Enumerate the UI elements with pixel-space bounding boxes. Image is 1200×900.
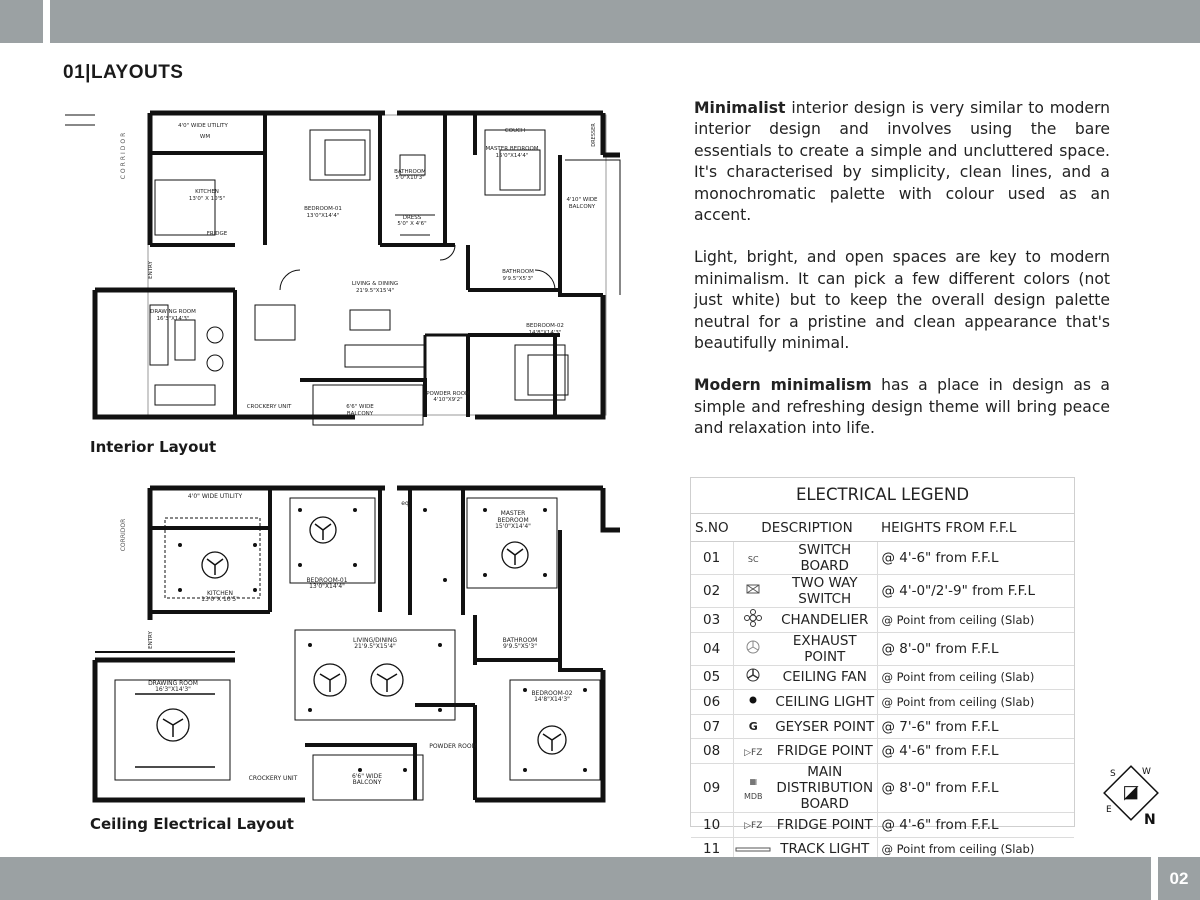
fridge-icon: ▷FZ [733,739,773,764]
legend-height: @ 4'-6" from F.F.L [877,542,1074,575]
plan-label-balcony1: 4'10" WIDE [566,197,598,203]
description-p1-bold: Minimalist [694,99,786,117]
legend-table [691,513,1074,862]
ceiling-layout-caption: Ceiling Electrical Layout [90,815,294,833]
ceiling-label-eq: eq [401,500,409,507]
ceiling-label-entry: ENTRY [148,631,154,649]
legend-row [691,542,1074,575]
description-paragraph-3 [694,375,1110,439]
legend-description: TRACK LIGHT [773,837,877,862]
description-p3-bold: Modern minimalism [694,376,872,395]
compass-e: E [1106,805,1112,815]
legend-description: FRIDGE POINT [773,739,877,764]
ceiling-label-balconyb: BALCONY [352,779,382,786]
ceiling-electrical-plan [55,470,635,820]
plan-label-wm: WM [199,134,211,140]
plan-label-living-dim: 21'9.5"X15'4" [355,288,395,294]
interior-layout-caption: Interior Layout [90,438,217,456]
plan-label-living: LIVING & DINING [351,281,399,287]
description-paragraph-1 [694,98,1110,226]
plan-label-bedroom1: BEDROOM-01 [304,206,342,212]
two-way-switch-icon [733,575,773,608]
ceiling-light-icon [733,690,773,715]
legend-description: MAIN DISTRIBUTION BOARD [773,763,877,812]
legend-row [691,575,1074,608]
ceiling-label-bedroom1-dim: 13'0"X14'4" [309,583,345,590]
legend-row [691,690,1074,715]
legend-description: CHANDELIER [773,608,877,633]
description-paragraph-2: Light, bright, and open spaces are key to modern minimalism. It can pick a few different colors (not just white) but to keep the overall design palette neutral for a pristine and clean appearance that's beautifully minimal. [694,248,1110,353]
section-title: 01|LAYOUTS [63,62,184,83]
compass-n: N [1144,812,1156,826]
legend-row [691,665,1074,690]
compass-icon [1098,760,1164,826]
legend-sno: 09 [691,763,733,812]
header-bar-left [0,0,43,43]
plan-label-bathroom1-dim: 5'0"X10'3" [395,175,425,181]
plan-label-dress-dim: 5'0" X 4'6" [397,221,427,227]
plan-label-kitchen: KITCHEN [195,189,219,195]
plan-label-bathroom1: BATHROOM [394,169,426,175]
footer-bar [0,857,1151,900]
description-p3-rest: has a place in design as a simple and refreshing design theme will bring peace and relaxation into life. [694,376,1110,438]
legend-height: @ Point from ceiling (Slab) [877,837,1074,862]
legend-height: @ Point from ceiling (Slab) [877,665,1074,690]
legend-sno: 01 [691,542,733,575]
description-p1-rest: interior design is very similar to modern interior design and involves using the bare essentials to create a simple and uncluttered space. It's characterised by simplicity, clean lines, and a monochromatic palette with colour used as an accent. [694,99,1110,225]
ceiling-label-bathroom-dim: 9'9.5"X5'3" [503,643,537,650]
plan-label-corridor: CORRIDOR [120,130,127,180]
ceiling-label-bathroom: BATHROOM [502,637,538,644]
ceiling-label-bedroom1: BEDROOM-01 [306,577,348,584]
header-bar [50,0,1200,43]
plan-label-master: MASTER BEDROOM [485,146,539,152]
legend-sno: 03 [691,608,733,633]
ceiling-label-bedroom2: BEDROOM-02 [531,690,573,697]
plan-label-couch: COUCH [504,128,526,134]
plan-label-bedroom2: BEDROOM-02 [526,323,564,329]
legend-height: @ Point from ceiling (Slab) [877,608,1074,633]
plan-label-bathroom2-dim: 9'9.5"X5'3" [502,276,534,282]
ceiling-label-crockery: CROCKERY UNIT [248,775,298,782]
ceiling-label-kitchen: KITCHEN [207,590,233,597]
legend-description: GEYSER POINT [773,714,877,739]
exhaust-icon [733,632,773,665]
plan-label-dress: DRESS [402,215,422,221]
ceiling-label-drawing-dim: 16'3"X14'3" [155,686,191,693]
chandelier-icon [733,608,773,633]
description-text [694,98,1110,461]
legend-height: @ 8'-0" from F.F.L [877,763,1074,812]
plan-label-powder: POWDER ROOM [426,391,470,397]
ceiling-label-powder: POWDER ROOM [429,743,477,750]
ceiling-label-living-dim: 21'9.5"X15'4" [354,643,396,650]
plan-label-kitchen-dim: 13'0" X 10'5" [188,196,226,202]
legend-sno: 06 [691,690,733,715]
ceiling-label-corridor: CORRIDOR [120,518,127,552]
ceiling-label-master2: BEDROOM [497,517,529,524]
legend-sno: 10 [691,812,733,837]
legend-row [691,739,1074,764]
ceiling-label-living: LIVING/DINING [353,637,397,644]
geyser-icon: G [733,714,773,739]
interior-layout-plan [55,95,635,445]
ceiling-label-bedroom2-dim: 14'8"X14'3" [534,696,570,703]
legend-header-row [691,514,1074,542]
legend-sno: 02 [691,575,733,608]
legend-row [691,763,1074,812]
compass-w: W [1142,767,1151,777]
legend-sno: 07 [691,714,733,739]
ceiling-label-master-dim: 15'0"X14'4" [495,523,531,530]
legend-row [691,632,1074,665]
legend-height: @ 8'-0" from F.F.L [877,632,1074,665]
legend-sno: 11 [691,837,733,862]
legend-height: @ Point from ceiling (Slab) [877,690,1074,715]
legend-description: CEILING FAN [773,665,877,690]
ceiling-label-drawing: DRAWING ROOM [148,680,198,687]
plan-label-balcony1b: BALCONY [568,204,596,210]
legend-height: @ 4'-0"/2'-9" from F.F.L [877,575,1074,608]
plan-label-bathroom2: BATHROOM [502,269,534,275]
legend-header-heights: HEIGHTS FROM F.F.L [877,514,1074,542]
plan-label-bedroom1-dim: 13'0"X14'4" [306,213,340,219]
plan-label-balcony2: 6'6" WIDE [346,404,374,410]
switch-board-icon: SC [733,542,773,575]
plan-label-dresser: DRESSER [591,123,597,147]
plan-label-entry: ENTRY [148,261,154,279]
ceiling-label-utility: 4'0" WIDE UTILITY [187,493,243,500]
legend-sno: 05 [691,665,733,690]
legend-header-sno: S.NO [691,514,733,542]
plan-label-utility: 4'0" WIDE UTILITY [178,123,228,129]
ceiling-label-kitchen-dim: 13'0"X 10'5" [201,596,239,603]
legend-row [691,812,1074,837]
plan-label-master-dim: 15'0"X14'4" [495,153,529,159]
legend-row [691,714,1074,739]
legend-height: @ 7'-6" from F.F.L [877,714,1074,739]
plan-label-drawing-dim: 16'3"X14'3" [156,316,190,322]
fridge-icon: ▷FZ [733,812,773,837]
legend-title: ELECTRICAL LEGEND [795,485,970,504]
plan-label-balcony2b: BALCONY [346,411,374,417]
electrical-legend [690,477,1075,858]
legend-description: FRIDGE POINT [773,812,877,837]
ceiling-fan-icon [733,665,773,690]
ceiling-label-balcony: 6'6" WIDE [351,773,383,780]
page-number: 02 [1158,857,1200,900]
legend-description: CEILING LIGHT [773,690,877,715]
mdb-icon: ▦ MDB [733,763,773,812]
plan-label-drawing: DRAWING ROOM [150,309,196,315]
ceiling-label-master: MASTER [500,510,526,517]
legend-header-description: DESCRIPTION [733,514,877,542]
legend-description: EXHAUST POINT [773,632,877,665]
legend-description: TWO WAY SWITCH [773,575,877,608]
plan-label-powder-dim: 4'10"X9'2" [433,397,463,403]
legend-sno: 04 [691,632,733,665]
legend-height: @ 4'-6" from F.F.L [877,739,1074,764]
legend-row [691,608,1074,633]
plan-label-bedroom2-dim: 14'8"X14'3" [528,330,562,336]
plan-label-crockery: CROCKERY UNIT [246,404,292,410]
legend-sno: 08 [691,739,733,764]
legend-height: @ 4'-6" from F.F.L [877,812,1074,837]
legend-description: SWITCH BOARD [773,542,877,575]
compass-s: S [1110,769,1116,779]
plan-label-fridge: FRIDGE [206,231,228,237]
